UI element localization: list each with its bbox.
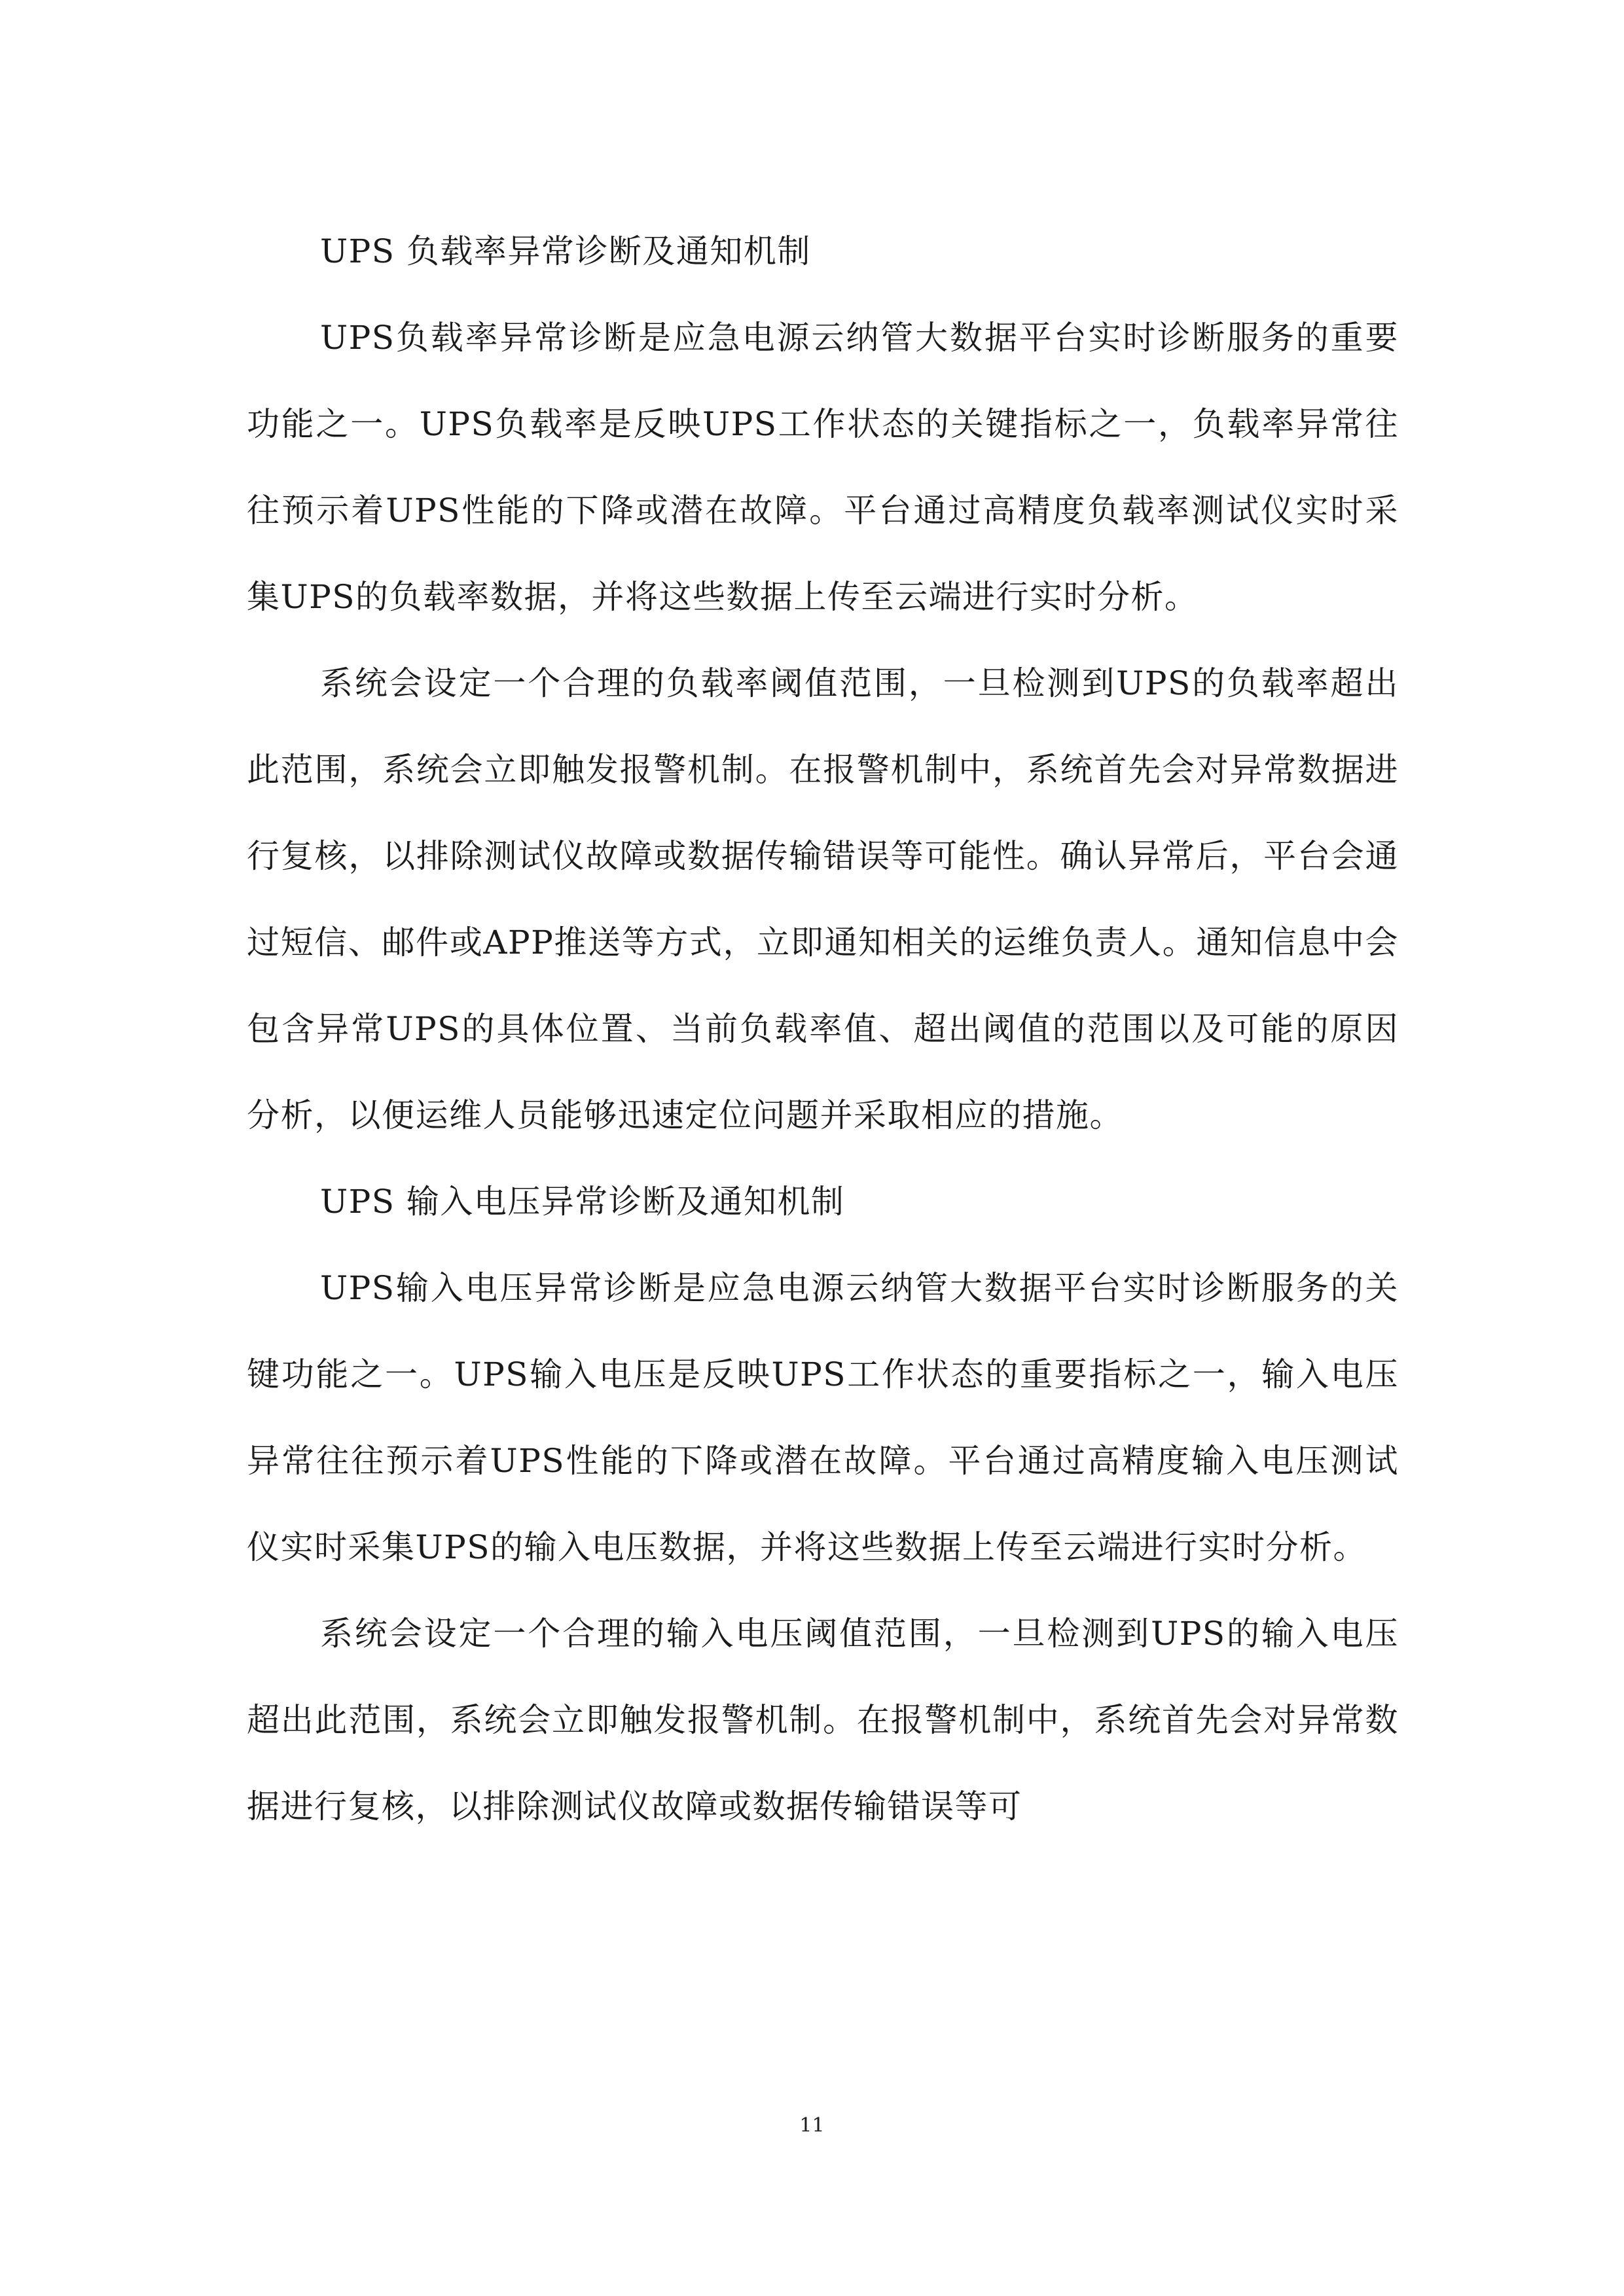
paragraph: UPS输入电压异常诊断是应急电源云纳管大数据平台实时诊断服务的关键功能之一。UPS输入电压是反映UPS工作状态的重要指标之一，输入电压异常往往预示着UPS性能的下降或潜在故障。平台通过高精度输入电压测试仪实时采集UPS的输入电压数据，并将这些数据上传至云端进行实时分析。	[247, 1269, 1399, 1566]
page-body	[247, 208, 1399, 1850]
section-heading-ups-load-rate: UPS 负载率异常诊断及通知机制	[320, 232, 811, 270]
paragraph: 系统会设定一个合理的负载率阈值范围，一旦检测到UPS的负载率超出此范围，系统会立即触发报警机制。在报警机制中，系统首先会对异常数据进行复核，以排除测试仪故障或数据传输错误等可能性。确认异常后，平台会通过短信、邮件或APP推送等方式，立即通知相关的运维负责人。通知信息中会包含异常UPS的具体位置、当前负载率值、超出阈值的范围以及可能的原因分析，以便运维人员能够迅速定位问题并采取相应的措施。	[247, 664, 1399, 1134]
page-number: 11	[799, 2114, 825, 2137]
paragraph: 系统会设定一个合理的输入电压阈值范围，一旦检测到UPS的输入电压超出此范围，系统会立即触发报警机制。在报警机制中，系统首先会对异常数据进行复核，以排除测试仪故障或数据传输错误等可	[247, 1615, 1399, 1825]
paragraph: UPS负载率异常诊断是应急电源云纳管大数据平台实时诊断服务的重要功能之一。UPS负载率是反映UPS工作状态的关键指标之一，负载率异常往往预示着UPS性能的下降或潜在故障。平台通过高精度负载率测试仪实时采集UPS的负载率数据，并将这些数据上传至云端进行实时分析。	[247, 319, 1399, 616]
section-heading-ups-input-voltage: UPS 输入电压异常诊断及通知机制	[320, 1183, 845, 1221]
